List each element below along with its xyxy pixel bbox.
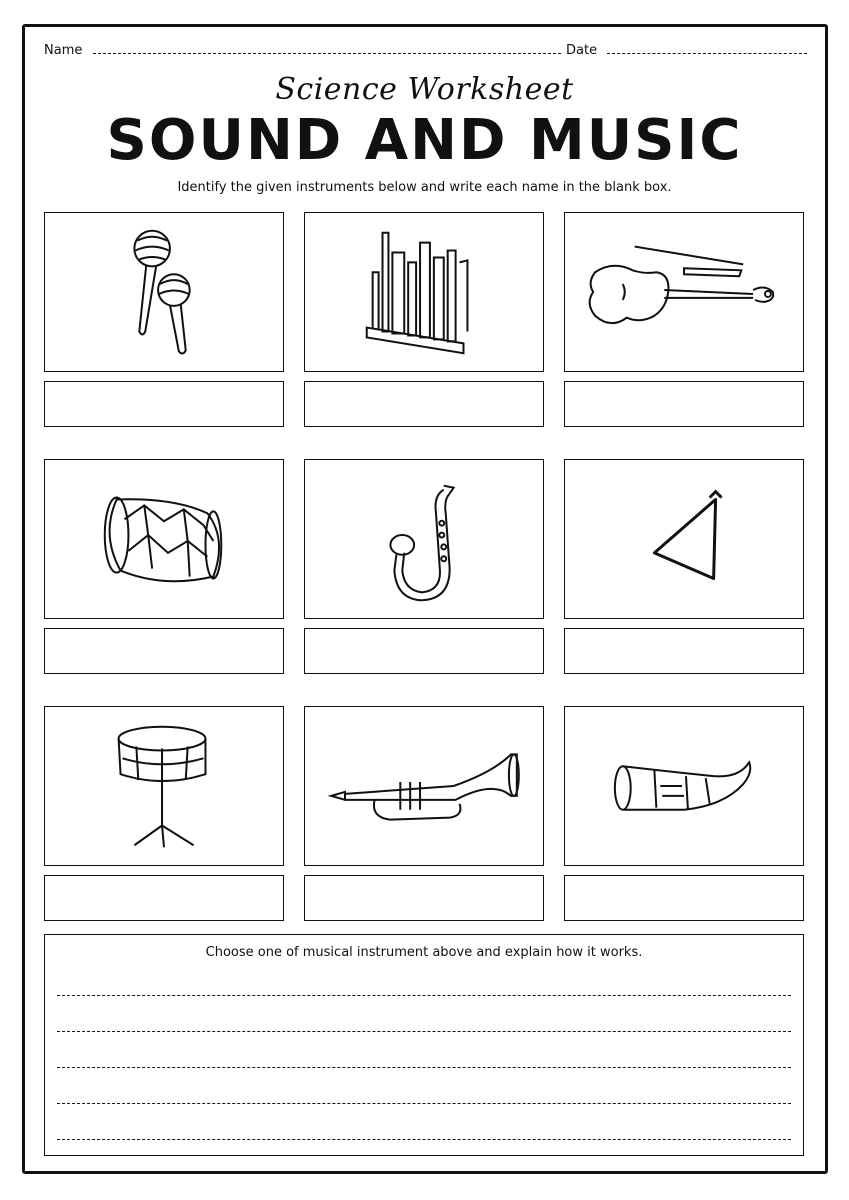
- answer-box-6[interactable]: [564, 628, 804, 674]
- worksheet-subtitle: Science Worksheet: [275, 72, 574, 107]
- angklung-icon: [305, 213, 543, 371]
- name-field[interactable]: [93, 42, 561, 54]
- writing-line-4[interactable]: [57, 1103, 791, 1104]
- answer-box-7[interactable]: [44, 875, 284, 921]
- worksheet-title: SOUND AND MUSIC: [106, 108, 743, 173]
- name-row: [44, 42, 561, 58]
- maracas-icon: [45, 213, 283, 371]
- explanation-prompt: Choose one of musical instrument above and explain how it works.: [205, 945, 643, 960]
- answer-box-2[interactable]: [304, 381, 544, 427]
- writing-line-1[interactable]: [57, 995, 791, 996]
- answer-box-3[interactable]: [564, 381, 804, 427]
- picture-box-5: [304, 459, 544, 619]
- trumpet-icon: [305, 707, 543, 865]
- violin-icon: [565, 213, 803, 371]
- picture-box-7: [44, 706, 284, 866]
- explanation-box: [44, 934, 804, 1156]
- answer-box-9[interactable]: [564, 875, 804, 921]
- snare-drum-icon: [45, 707, 283, 865]
- answer-box-1[interactable]: [44, 381, 284, 427]
- picture-box-3: [564, 212, 804, 372]
- date-row: [566, 42, 807, 58]
- triangle-icon: [565, 460, 803, 618]
- answer-box-4[interactable]: [44, 628, 284, 674]
- instruction-text: Identify the given instruments below and write each name in the blank box.: [177, 180, 672, 195]
- answer-box-5[interactable]: [304, 628, 544, 674]
- writing-line-2[interactable]: [57, 1031, 791, 1032]
- picture-box-9: [564, 706, 804, 866]
- date-label: Date: [566, 43, 598, 58]
- picture-box-1: [44, 212, 284, 372]
- saxophone-icon: [305, 460, 543, 618]
- picture-box-8: [304, 706, 544, 866]
- answer-box-8[interactable]: [304, 875, 544, 921]
- date-field[interactable]: [607, 42, 807, 54]
- picture-box-4: [44, 459, 284, 619]
- picture-box-2: [304, 212, 544, 372]
- horn-icon: [565, 707, 803, 865]
- name-label: Name: [44, 43, 83, 58]
- writing-line-5[interactable]: [57, 1139, 791, 1140]
- writing-line-3[interactable]: [57, 1067, 791, 1068]
- drum-icon: [45, 460, 283, 618]
- picture-box-6: [564, 459, 804, 619]
